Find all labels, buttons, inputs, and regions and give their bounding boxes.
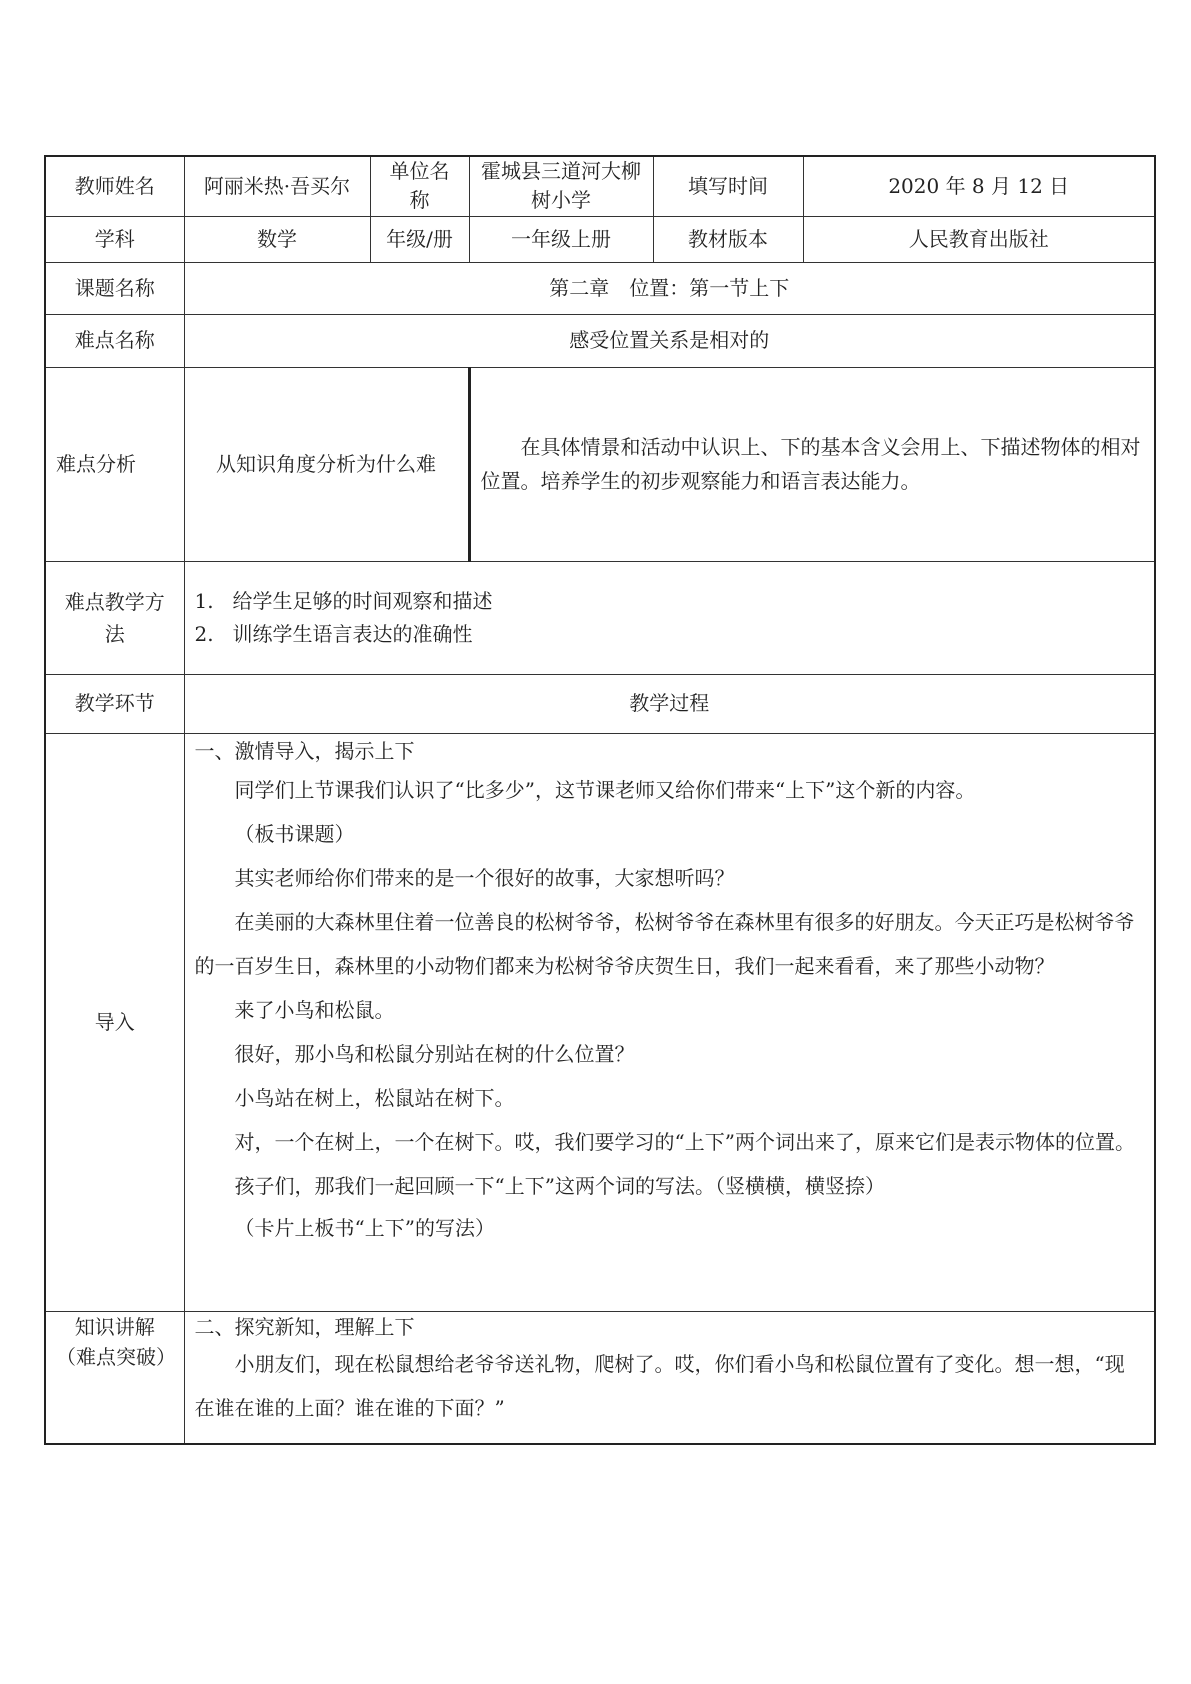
topic-label: 课题名称: [45, 262, 184, 314]
methods-list: [184, 561, 1155, 674]
intro-paragraph: 很好，那小鸟和松鼠分别站在树的什么位置？: [234, 1041, 635, 1066]
intro-paragraph: 来了小鸟和松鼠。: [234, 997, 395, 1022]
grade-label: 年级/册: [370, 216, 469, 262]
intro-paragraph: （板书课题）: [234, 821, 355, 846]
teacher-label: 教师姓名: [45, 156, 184, 216]
stage-label: 教学环节: [45, 674, 184, 733]
intro-paragraph: 小鸟站在树上，松鼠站在树下。: [234, 1085, 515, 1110]
grade-value: 一年级上册: [469, 216, 653, 262]
intro-row: [45, 733, 1155, 1311]
analysis-sub-label: 从知识角度分析为什么难: [184, 367, 469, 561]
intro-paragraph: 对，一个在树上，一个在树下。哎，我们要学习的“上下”两个词出来了，原来它们是表示物体的位置。: [234, 1129, 1135, 1154]
topic-value: 第二章 位置：第一节上下: [184, 262, 1155, 314]
intro-heading: 一、激情导入，揭示上下: [194, 738, 415, 763]
analysis-label: 难点分析: [45, 367, 184, 561]
method-item-text: 训练学生语言表达的准确性: [232, 621, 473, 646]
analysis-row: [45, 367, 1155, 561]
intro-content: [184, 733, 1155, 1311]
edition-value: 人民教育出版社: [803, 216, 1155, 262]
process-header-row: [45, 674, 1155, 733]
difficulty-row: [45, 314, 1155, 367]
intro-label: 导入: [45, 733, 184, 1311]
knowledge-content: [184, 1311, 1155, 1444]
date-value: 2020 年 8 月 12 日: [803, 156, 1155, 216]
intro-paragraph: 其实老师给你们带来的是一个很好的故事，大家想听吗？: [234, 865, 735, 890]
header-row-2: [45, 216, 1155, 262]
lesson-plan-table: [44, 155, 1156, 1445]
header-row-1: [45, 156, 1155, 216]
method-item-num: 1.: [194, 588, 214, 613]
method-item-text: 给学生足够的时间观察和描述: [232, 588, 493, 613]
unit-label: 单位名称: [370, 156, 469, 216]
teacher-name: 阿丽米热·吾买尔: [184, 156, 370, 216]
method-item-1: [195, 585, 1145, 618]
topic-row: [45, 262, 1155, 314]
knowledge-label: 知识讲解（难点突破）: [45, 1311, 184, 1444]
process-label: 教学过程: [184, 674, 1155, 733]
analysis-text: 在具体情景和活动中认识上、下的基本含义会用上、下描述物体的相对位置。培养学生的初步观察能力和语言表达能力。: [480, 435, 1141, 493]
intro-paragraph: （卡片上板书“上下”的写法）: [234, 1215, 495, 1240]
date-label: 填写时间: [653, 156, 803, 216]
method-item-2: [195, 618, 1145, 651]
subject-label: 学科: [45, 216, 184, 262]
intro-paragraph: 在美丽的大森林里住着一位善良的松树爷爷，松树爷爷在森林里有很多的好朋友。今天正巧是松树爷爷的一百岁生日，森林里的小动物们都来为松树爷爷庆贺生日，我们一起来看看，来了那些小动物？: [194, 909, 1135, 978]
intro-paragraph: 孩子们，那我们一起回顾一下“上下”这两个词的写法。（竖横横，横竖捺）: [234, 1173, 885, 1198]
subject-value: 数学: [184, 216, 370, 262]
edition-label: 教材版本: [653, 216, 803, 262]
methods-row: [45, 561, 1155, 674]
unit-name: 霍城县三道河大柳树小学: [469, 156, 653, 216]
difficulty-value: 感受位置关系是相对的: [184, 314, 1155, 367]
difficulty-label: 难点名称: [45, 314, 184, 367]
method-item-num: 2.: [194, 621, 214, 646]
methods-label: 难点教学方法: [45, 561, 184, 674]
intro-paragraph: 同学们上节课我们认识了“比多少”，这节课老师又给你们带来“上下”这个新的内容。: [234, 777, 976, 802]
analysis-text-cell: [469, 367, 1155, 561]
knowledge-paragraph: 小朋友们，现在松鼠想给老爷爷送礼物，爬树了。哎，你们看小鸟和松鼠位置有了变化。想一想，“现在谁在谁的上面？谁在谁的下面？”: [194, 1351, 1125, 1420]
lesson-plan-page: [44, 155, 1154, 1445]
knowledge-row: [45, 1311, 1155, 1444]
knowledge-heading: 二、探究新知，理解上下: [194, 1314, 415, 1339]
